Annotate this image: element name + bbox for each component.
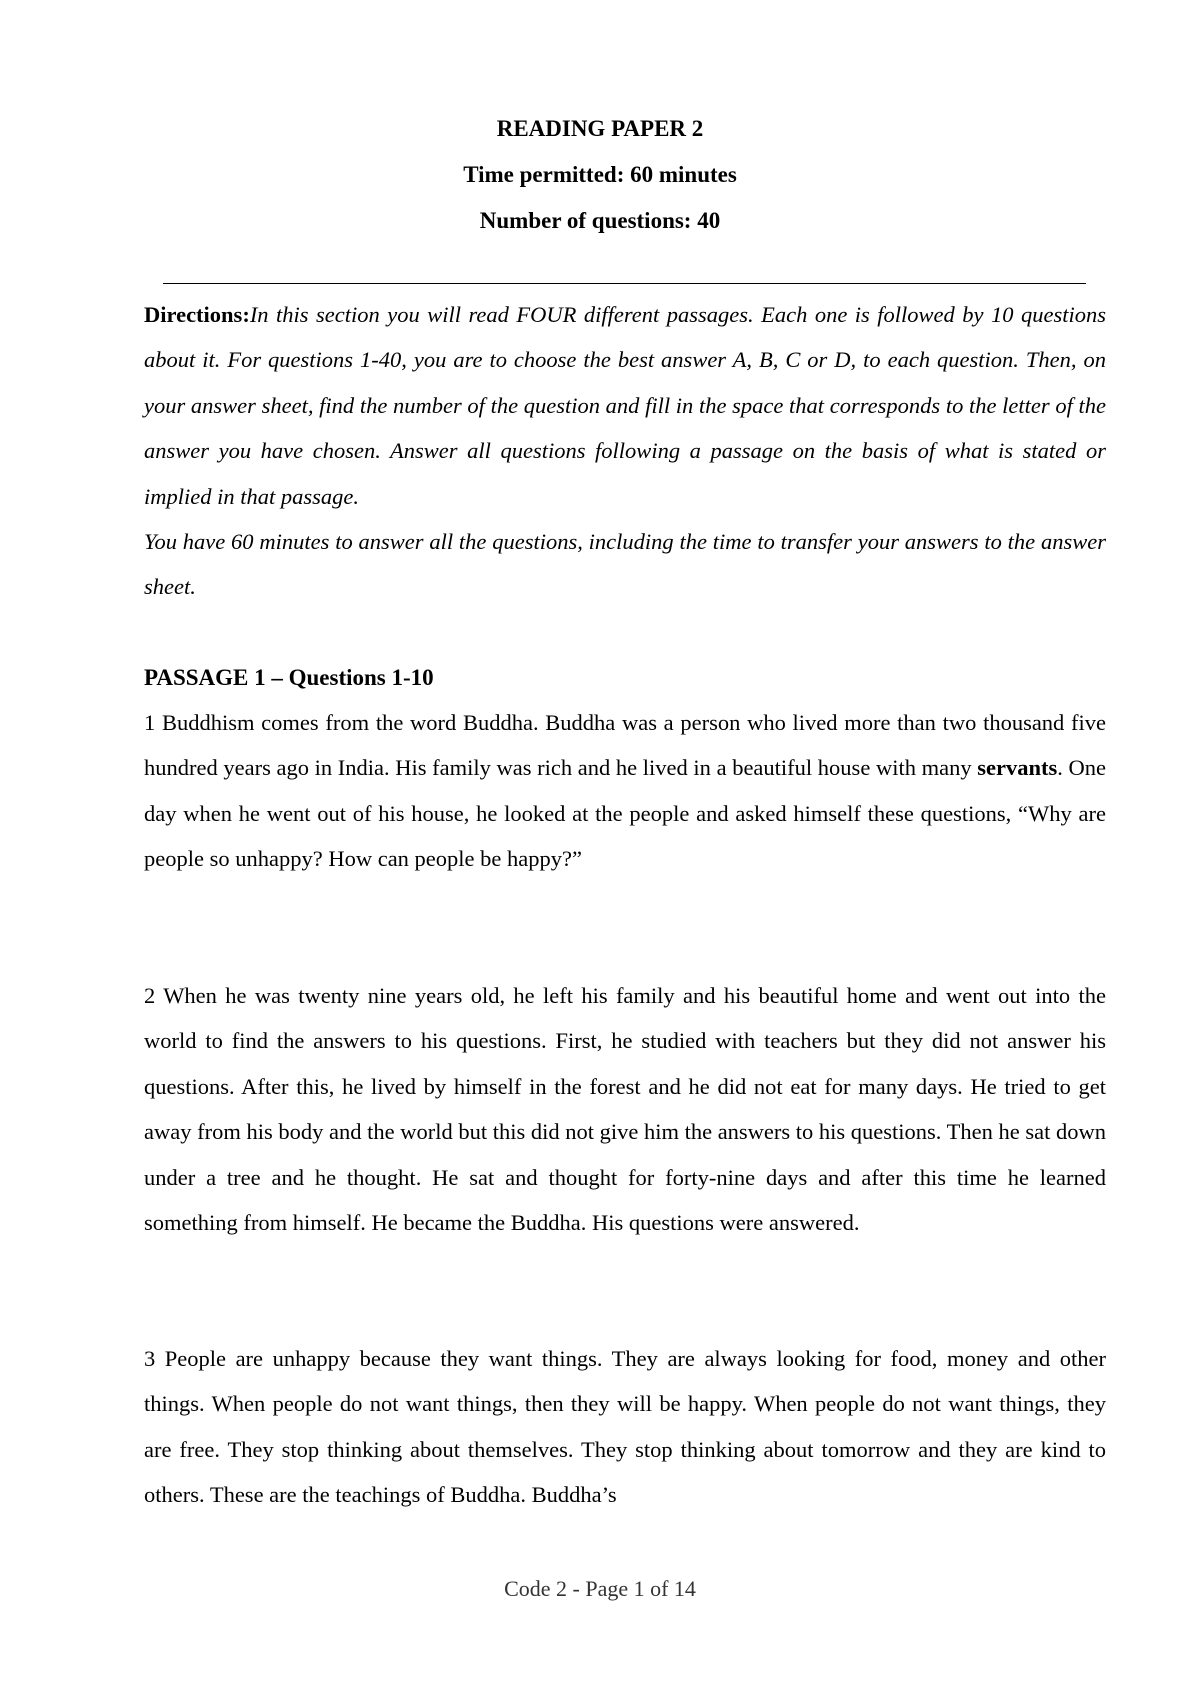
paper-title: READING PAPER 2 — [496, 116, 704, 141]
directions-paragraph — [144, 292, 1106, 519]
passage-heading: PASSAGE 1 – Questions 1-10 — [144, 665, 434, 690]
page-footer: Code 2 - Page 1 of 14 — [504, 1576, 696, 1601]
bold-vocab-word: servants — [977, 755, 1058, 781]
directions-text: In this section you will read FOUR different passages. Each one is followed by 10 questions about it. For questions 1-40, you are to choose the best answer A, B, C or D, to each question. Then, on your answer sheet, find the number of the question and fill in the space that corresponds to the letter of the answer you have chosen. Answer all questions following a passage on the basis of what is stated or implied in that passage. — [144, 302, 1106, 509]
paragraph-3-text: 3 People are unhappy because they want things. They are always looking for food, money and other things. When people do not want things, then they will be happy. When people do not want things, they are free. They stop thinking about themselves. They stop thinking about tomorrow and they are kind to others. These are the teachings of Buddha. Buddha’s — [144, 1346, 1106, 1508]
time-permitted: Time permitted: 60 minutes — [463, 162, 737, 187]
passage-paragraph-1 — [144, 700, 1106, 882]
paragraph-1-text-start: 1 Buddhism comes from the word Buddha. Buddha was a person who lived more than two thousand five hundred years ago in India. His family was rich and he lived in a beautiful house with many — [144, 710, 1106, 781]
question-count: Number of questions: 40 — [479, 208, 721, 233]
directions-block — [144, 292, 1106, 610]
passage-paragraph-2 — [144, 973, 1106, 1245]
directions-label: Directions: — [144, 302, 250, 327]
paragraph-2-text: 2 When he was twenty nine years old, he left his family and his beautiful home and went out into the world to find the answers to his questions. First, he studied with teachers but they did not answer his questions. After this, he lived by himself in the forest and he did not eat for many days. He tried to get away from his body and the world but this did not give him the answers to his questions. Then he sat down under a tree and he thought. He sat and thought for forty-nine days and after this time he learned something from himself. He became the Buddha. His questions were answered. — [144, 983, 1106, 1236]
paragraph-1-text-end: . One day when he went out of his house, he looked at the people and asked himself these questions, “Why are people so unhappy? How can people be happy?” — [144, 755, 1106, 872]
directions-time-note: You have 60 minutes to answer all the questions, including the time to transfer your answers to the answer sheet. — [144, 529, 1106, 600]
passage-paragraph-3 — [144, 1336, 1106, 1518]
header-divider — [163, 283, 1086, 284]
